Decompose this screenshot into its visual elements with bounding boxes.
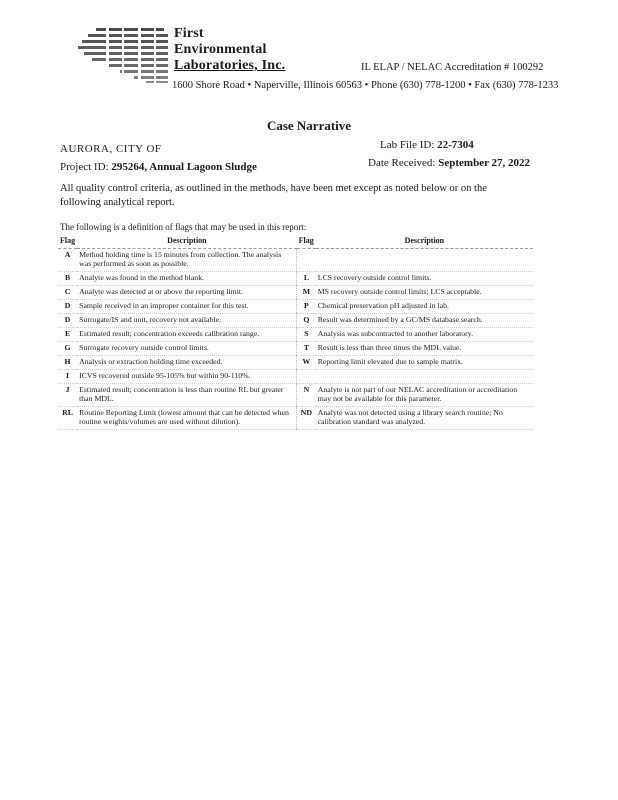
flag-description: Analysis or extraction holding time exceeded. xyxy=(77,356,297,370)
flag-code: E xyxy=(58,328,77,342)
company-address: 1600 Shore Road • Naperville, Illinois 60563 • Phone (630) 778-1200 • Fax (630) 778-1233 xyxy=(172,80,559,91)
table-row xyxy=(58,300,533,314)
flag-code: J xyxy=(58,384,77,407)
flag-definitions-table xyxy=(58,235,533,430)
flag-code-2: P xyxy=(297,300,316,314)
flag-code-2: Q xyxy=(297,314,316,328)
accreditation-text: IL ELAP / NELAC Accreditation # 100292 xyxy=(361,62,544,73)
flag-description-2 xyxy=(316,249,533,272)
received-value: September 27, 2022 xyxy=(438,157,531,169)
flag-description-2 xyxy=(316,370,533,384)
column-header-description: Description xyxy=(77,235,297,249)
company-name-line2: Environmental xyxy=(174,42,267,57)
project-label: Project ID: xyxy=(60,161,109,173)
flag-description: Routine Reporting Limit (lowest amount that can be detected when routine weights/volumes are used without dilution). xyxy=(77,407,297,430)
table-row xyxy=(58,342,533,356)
project-value: 295264, Annual Lagoon Sludge xyxy=(111,161,257,173)
client-name: AURORA, CITY OF xyxy=(60,143,162,155)
table-row xyxy=(58,356,533,370)
document-title: Case Narrative xyxy=(266,118,352,133)
letterhead xyxy=(76,22,559,100)
flag-code: A xyxy=(58,249,77,272)
flag-code-2 xyxy=(297,249,316,272)
table-row xyxy=(58,407,533,430)
flag-code-2 xyxy=(297,370,316,384)
flag-description-2: LCS recovery outside control limits. xyxy=(316,272,533,286)
table-row xyxy=(58,272,533,286)
flag-description-2: Result was determined by a GC/MS database search. xyxy=(316,314,533,328)
table-row xyxy=(58,384,533,407)
flag-description-2: Reporting limit elevated due to sample matrix. xyxy=(316,356,533,370)
column-header-description-2: Description xyxy=(316,235,533,249)
flag-description-2: Analyte is not part of our NELAC accreditation or accreditation may not be available for this parameter. xyxy=(316,384,533,407)
lab-file-id xyxy=(380,139,474,151)
table-row xyxy=(58,314,533,328)
company-logo xyxy=(76,24,172,86)
column-header-flag-2: Flag xyxy=(297,235,316,249)
received-label: Date Received: xyxy=(368,157,436,169)
flag-code-2: S xyxy=(297,328,316,342)
flag-description: Estimated result; concentration exceeds calibration range. xyxy=(77,328,297,342)
flag-description: ICVS recovered outside 95-105% but within 90-110%. xyxy=(77,370,297,384)
table-row xyxy=(58,249,533,272)
table-header-row xyxy=(58,235,533,249)
flag-definition-note: The following is a definition of flags that may be used in this report: xyxy=(60,222,307,232)
flag-code-2: W xyxy=(297,356,316,370)
table-row xyxy=(58,370,533,384)
qc-statement: All quality control criteria, as outlined in the methods, have been met except as noted below or on the following analytical report. xyxy=(60,183,487,208)
flag-code-2: L xyxy=(297,272,316,286)
flag-description: Surrogate/IS and unit, recovery not available. xyxy=(77,314,297,328)
date-received xyxy=(368,157,530,169)
flag-code: RL xyxy=(58,407,77,430)
flag-description: Analyte was detected at or above the reporting limit. xyxy=(77,286,297,300)
flag-code: D xyxy=(58,300,77,314)
flag-code: D xyxy=(58,314,77,328)
flag-description: Sample received in an improper container for this test. xyxy=(77,300,297,314)
company-name-line3: Laboratories, Inc. xyxy=(174,58,286,73)
table-row xyxy=(58,328,533,342)
flag-description-2: Result is less than three times the MDL value. xyxy=(316,342,533,356)
flag-code: B xyxy=(58,272,77,286)
flag-code: I xyxy=(58,370,77,384)
flag-code: C xyxy=(58,286,77,300)
flag-description-2: Chemical preservation pH adjusted in lab. xyxy=(316,300,533,314)
lab-file-label: Lab File ID: xyxy=(380,139,435,151)
flag-description-2: Analyte was not detected using a library search routine; No calibration standard was analyzed. xyxy=(316,407,533,430)
table-row xyxy=(58,286,533,300)
flag-description-2: Analysis was subcontracted to another laboratory. xyxy=(316,328,533,342)
flag-description-2: MS recovery outside control limits; LCS acceptable. xyxy=(316,286,533,300)
flag-code: G xyxy=(58,342,77,356)
project-id xyxy=(60,161,257,173)
flag-code: H xyxy=(58,356,77,370)
flag-code-2: ND xyxy=(297,407,316,430)
flag-description: Surrogate recovery outside control limits. xyxy=(77,342,297,356)
lab-file-value: 22-7304 xyxy=(437,139,474,151)
company-name xyxy=(174,26,285,74)
flag-code-2: N xyxy=(297,384,316,407)
flag-code-2: M xyxy=(297,286,316,300)
flag-description: Analyte was found in the method blank. xyxy=(77,272,297,286)
column-header-flag: Flag xyxy=(58,235,77,249)
flag-description: Method holding time is 15 minutes from collection. The analysis was performed as soon as possible. xyxy=(77,249,297,272)
flag-code-2: T xyxy=(297,342,316,356)
company-name-line1: First xyxy=(174,26,204,41)
flag-description: Estimated result; concentration is less than routine RL but greater than MDL. xyxy=(77,384,297,407)
